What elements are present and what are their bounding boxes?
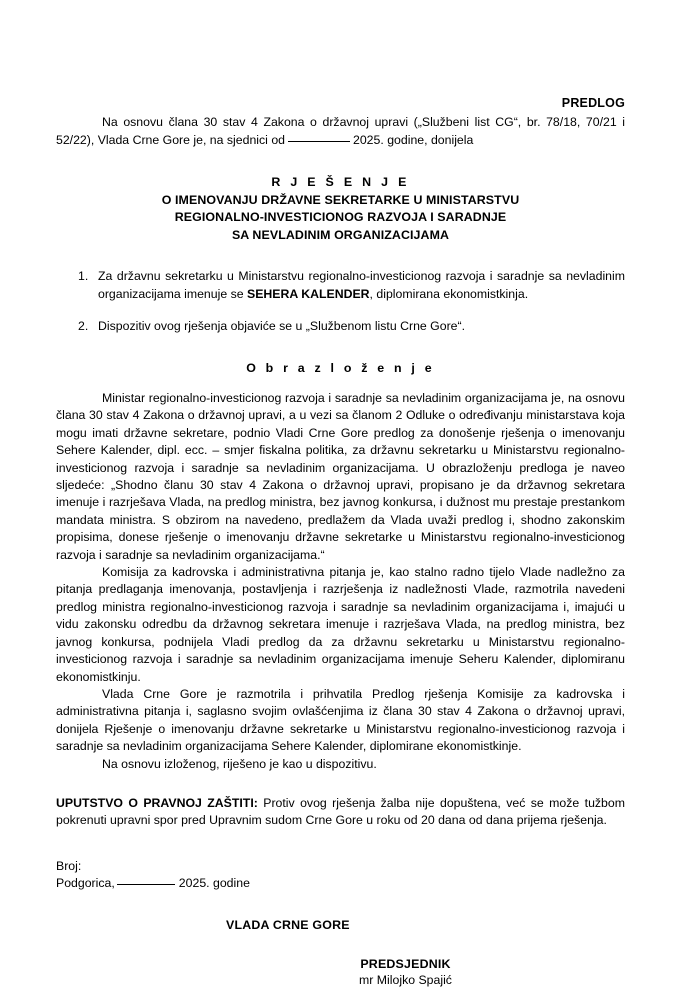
list-item-text-before: Za državnu sekretarku u Ministarstvu regionalno-investicionog razvoja i saradnje sa nevladinim organizacijama imenuje se bbox=[98, 269, 625, 301]
obrazlozenje-paragraph-3: Vlada Crne Gore je razmotrila i prihvatila Predlog rješenja Komisije za kadrovska i administrativna pitanja i, saglasno svojim ovlašćenjima iz člana 30 stav 4 Zakona o državnoj upravi, donijela Rješenje o imenovanju državne sekretarke u Ministarstvu regionalno-investicionog razvoja i saradnje sa nevladinim organizacijama Sehere Kalender, diplomirane ekonomistkinje. bbox=[56, 686, 625, 754]
obrazlozenje-body bbox=[56, 390, 625, 773]
document-title bbox=[56, 174, 625, 244]
intro-text-before-blank: Na osnovu člana 30 stav 4 Zakona o državnoj upravi („Službeni list CG“, br. 78/18, 70/21 i 52/22), Vlada Crne Gore je, na sjednici od bbox=[56, 115, 625, 147]
institution-name: VLADA CRNE GORE bbox=[226, 917, 350, 932]
session-date-blank bbox=[288, 141, 350, 142]
obrazlozenje-heading: O b r a z l o ž e n j e bbox=[246, 360, 435, 375]
dispositive-items bbox=[56, 268, 625, 336]
legal-remedy-text: Protiv ovog rješenja žalba nije dopuštena, već se može tužbom pokrenuti upravni spor pred Upravnim sudom Crne Gore u roku od 20 dana od dana prijema rješenja. bbox=[56, 795, 625, 828]
intro-text-after-blank: 2025. godine, donijela bbox=[353, 132, 474, 147]
title-line-4: SA NEVLADINIM ORGANIZACIJAMA bbox=[231, 227, 450, 242]
broj-label: Broj: bbox=[56, 858, 82, 873]
list-item-text-after: , diplomirana ekonomistkinja. bbox=[369, 286, 529, 301]
predlog-header bbox=[56, 96, 625, 111]
obrazlozenje-paragraph-2: Komisija za kadrovska i administrativna pitanja je, kao stalno radno tijelo Vlade nadležno za pitanja predlaganja imenovanja, postavljenja i razrješenja iz nadležnosti Vlade, razmotrila navedeni predlog ministra regionalno-investicionog razvoja i saradnje sa nevladinim organizacijama i, imajući u vidu zakonsku odredbu da državnog sekretara imenuje i razrješava Vlada, na predlog ministra, bez javnog konkursa, podnijela Vladi predlog da za državnu sekretarku u Ministarstvu regionalno-investicionog razvoja i saradnje sa nevladinim organizacijama imenuje Seheru Kalender, diplomiranu ekonomistkinju. bbox=[56, 565, 625, 684]
footer-meta bbox=[56, 858, 625, 893]
document-content bbox=[56, 0, 625, 987]
appointee-name: SEHERA KALENDER bbox=[247, 286, 370, 301]
signatory-name: mr Milojko Spajić bbox=[359, 972, 452, 987]
signatory-title: PREDSJEDNIK bbox=[360, 956, 451, 971]
title-line-2: O IMENOVANJU DRŽAVNE SEKRETARKE U MINISTARSTVU bbox=[161, 192, 520, 207]
list-item-number: 2. bbox=[78, 319, 89, 333]
obrazlozenje-paragraph-4: Na osnovu izloženog, riješeno je kao u dispozitivu. bbox=[102, 756, 377, 771]
list-item bbox=[56, 268, 625, 303]
year-label: 2025. godine bbox=[178, 876, 250, 891]
intro-paragraph bbox=[56, 114, 625, 149]
predlog-label: PREDLOG bbox=[561, 96, 625, 110]
list-item-text: Dispozitiv ovog rješenja objaviće se u „Službenom listu Crne Gore“. bbox=[98, 319, 466, 333]
list-item-number: 1. bbox=[78, 269, 89, 283]
title-line-3: REGIONALNO-INVESTICIONOG RAZVOJA I SARADNJE bbox=[174, 210, 507, 224]
date-blank bbox=[117, 884, 175, 885]
list-item bbox=[56, 318, 625, 336]
signature-block bbox=[333, 957, 478, 987]
place-label: Podgorica, bbox=[56, 876, 115, 891]
obrazlozenje-paragraph-1: Ministar regionalno-investicionog razvoja i saradnje sa nevladinim organizacijama je, na osnovu člana 30 stav 4 Zakona o državnoj upravi, a u vezi sa članom 2 Odluke o određivanju ministarstava koja mogu imati državne sekretare, podnio Vladi Crne Gore predlog za donošenje rješenja o imenovanju Sehere Kalender, dipl. ecc. – smjer fiskalna politika, za državnu sekretarku u Ministarstvu regionalno-investicionog razvoja i saradnje sa nevladinim organizacijama. U obrazloženju predloga je naveo sljedeće: „Shodno članu 30 stav 4 Zakona o državnoj upravi, propisano je da državnog sekretara imenuje i razrješava Vlada, na predlog ministra, bez javnog konkursa, i dužnost mu prestaje prestankom mandata ministra. S obzirom na navedeno, predlažem da Vlada uvaži predlog i, shodno zakonskim propisima, donese rješenje o imenovanju državne sekretarke u Ministarstvu regionalno-investicionog razvoja i saradnje sa nevladinim organizacijama.“ bbox=[56, 391, 625, 562]
place-date-row bbox=[56, 875, 625, 893]
legal-remedy-notice bbox=[56, 795, 625, 830]
legal-remedy-label: UPUTSTVO O PRAVNOJ ZAŠTITI: bbox=[56, 795, 258, 810]
title-line-rjesenje: R J E Š E N J E bbox=[271, 175, 410, 189]
